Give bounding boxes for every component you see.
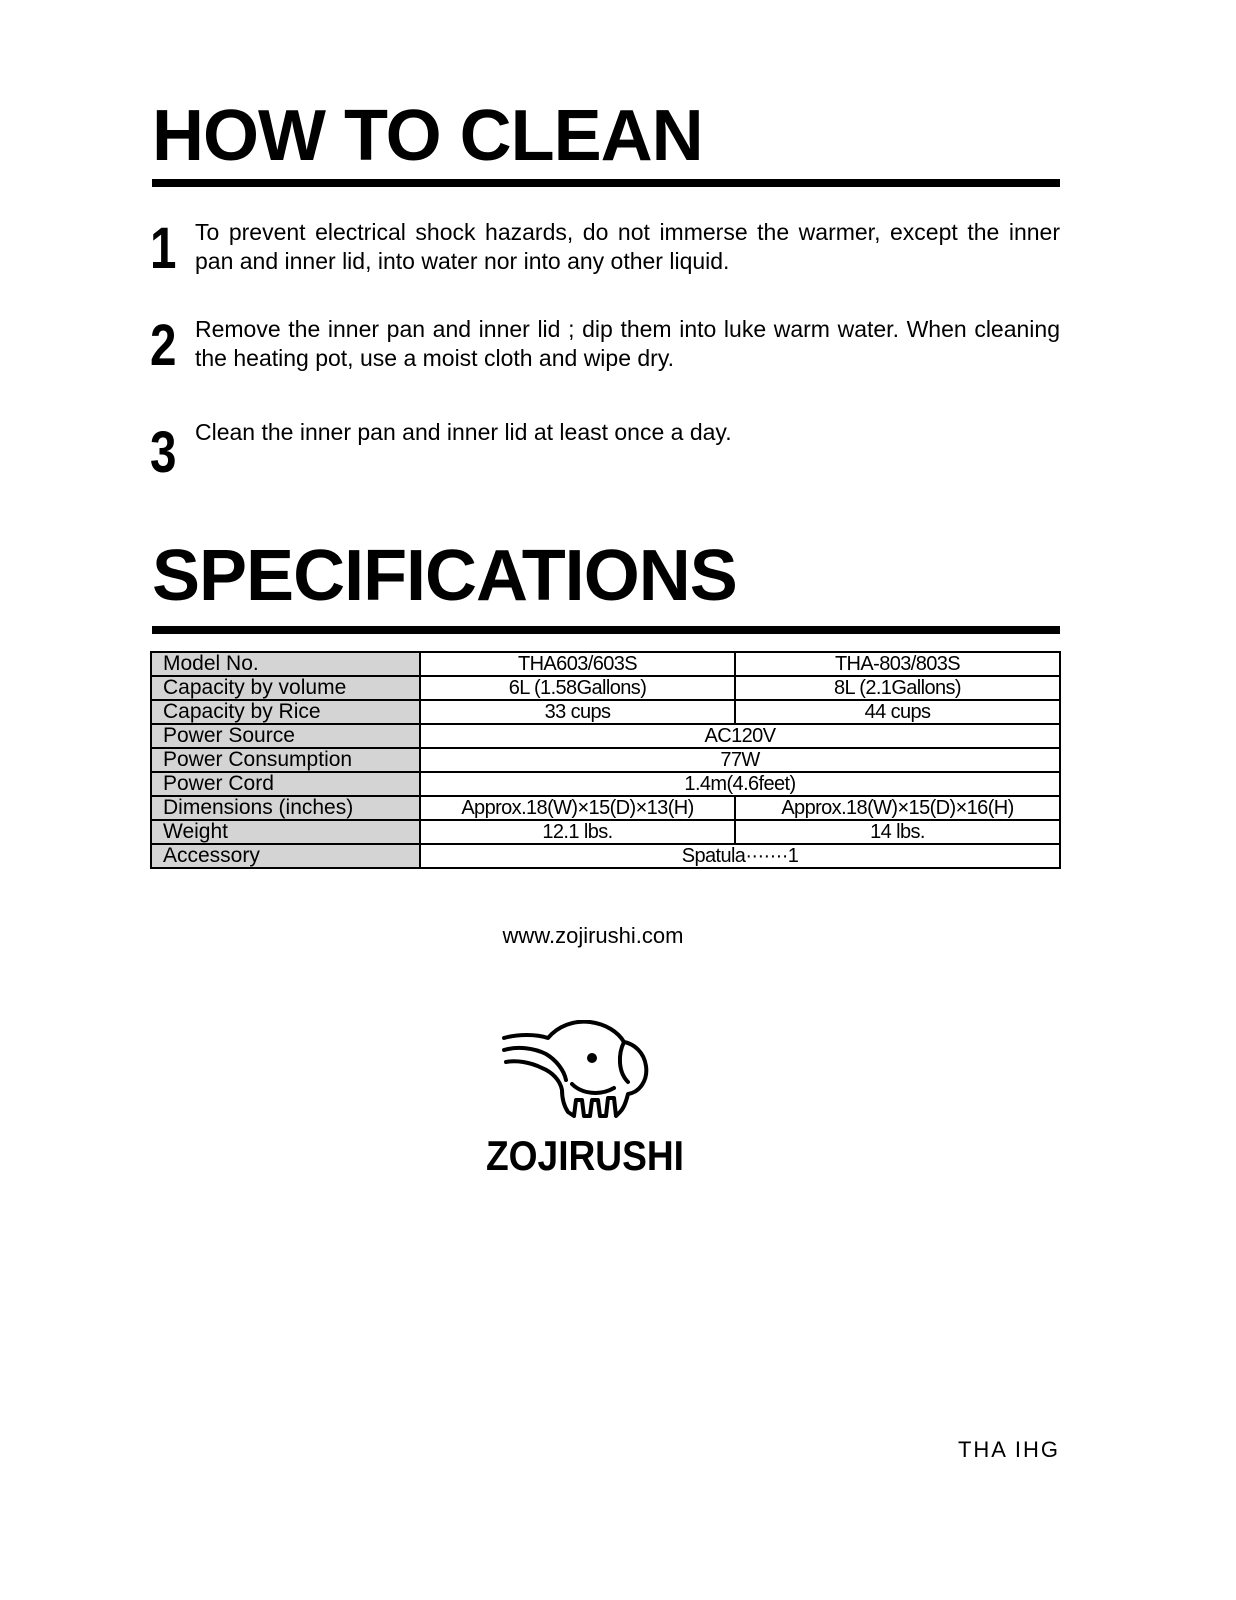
step-number: 2 bbox=[150, 313, 177, 378]
logo-wordmark: ZOJIRUSHI bbox=[486, 1132, 684, 1179]
spec-row bbox=[151, 748, 1060, 772]
spec-value: Approx.18(W)×15(D)×13(H) bbox=[420, 796, 735, 820]
spec-value: 1.4m(4.6feet) bbox=[420, 772, 1060, 796]
step-number: 1 bbox=[150, 216, 177, 281]
spec-row bbox=[151, 700, 1060, 724]
spec-row bbox=[151, 676, 1060, 700]
specifications-title: SPECIFICATIONS bbox=[152, 536, 737, 616]
spec-label: Accessory bbox=[151, 844, 420, 868]
elephant-logo-icon bbox=[504, 1022, 646, 1116]
spec-label: Power Source bbox=[151, 724, 420, 748]
how-to-clean-title: HOW TO CLEAN bbox=[152, 96, 703, 176]
spec-row bbox=[151, 844, 1060, 868]
spec-label: Dimensions (inches) bbox=[151, 796, 420, 820]
elephant-eye-icon bbox=[587, 1053, 597, 1063]
spec-label: Weight bbox=[151, 820, 420, 844]
zojirushi-logo bbox=[478, 1020, 693, 1180]
spec-value: Spatula·······1 bbox=[420, 844, 1060, 868]
spec-value: Approx.18(W)×15(D)×16(H) bbox=[735, 796, 1060, 820]
spec-row bbox=[151, 724, 1060, 748]
specifications-table bbox=[150, 651, 1061, 869]
spec-row bbox=[151, 652, 1060, 676]
spec-value: AC120V bbox=[420, 724, 1060, 748]
spec-value: THA603/603S bbox=[420, 652, 735, 676]
spec-label: Capacity by Rice bbox=[151, 700, 420, 724]
title-divider bbox=[152, 179, 1060, 187]
spec-value: 33 cups bbox=[420, 700, 735, 724]
step-text: Clean the inner pan and inner lid at least once a day. bbox=[195, 419, 732, 445]
step-number: 3 bbox=[150, 420, 177, 485]
spec-value: 44 cups bbox=[735, 700, 1060, 724]
step-text: To prevent electrical shock hazards, do not immerse the warmer, except the inner pan and inner lid, into water nor into any other liquid. bbox=[195, 219, 1060, 274]
spec-value: 77W bbox=[420, 748, 1060, 772]
step-text: Remove the inner pan and inner lid ; dip them into luke warm water. When cleaning the heating pot, use a moist cloth and wipe dry. bbox=[195, 316, 1060, 371]
spec-row bbox=[151, 772, 1060, 796]
spec-value: THA-803/803S bbox=[735, 652, 1060, 676]
spec-value: 12.1 lbs. bbox=[420, 820, 735, 844]
spec-label: Model No. bbox=[151, 652, 420, 676]
spec-value: 6L (1.58Gallons) bbox=[420, 676, 735, 700]
spec-value: 8L (2.1Gallons) bbox=[735, 676, 1060, 700]
spec-value: 14 lbs. bbox=[735, 820, 1060, 844]
spec-label: Capacity by volume bbox=[151, 676, 420, 700]
title-divider bbox=[152, 626, 1060, 634]
spec-label: Power Consumption bbox=[151, 748, 420, 772]
spec-row bbox=[151, 820, 1060, 844]
website-url: www.zojirushi.com bbox=[502, 923, 684, 948]
model-code-footer: THA IHG bbox=[957, 1437, 1060, 1462]
spec-row bbox=[151, 796, 1060, 820]
spec-label: Power Cord bbox=[151, 772, 420, 796]
